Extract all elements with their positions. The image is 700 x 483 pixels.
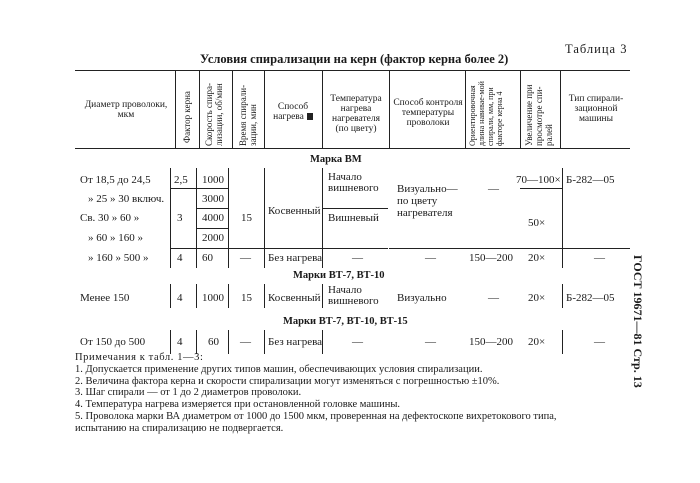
heating-method-cell: Без нагрева bbox=[268, 252, 323, 264]
speed-cell: 60 bbox=[208, 336, 219, 348]
control-method-cell: — bbox=[425, 252, 436, 264]
header-heating-method bbox=[266, 102, 320, 122]
header-diameter: Диаметр проволоки, мкм bbox=[84, 100, 168, 120]
col-divider bbox=[175, 70, 176, 148]
factor-divider bbox=[170, 248, 196, 249]
col-divider bbox=[560, 70, 561, 148]
row-bar bbox=[322, 330, 323, 354]
time-cell: 15 bbox=[241, 292, 252, 304]
col-divider bbox=[232, 70, 233, 148]
mag-divider bbox=[520, 248, 562, 249]
header-temperature: Температура нагрева нагревателя (по цвету) bbox=[330, 94, 382, 134]
section-vm: Марка ВМ bbox=[310, 154, 362, 165]
magnification-cell: 20× bbox=[528, 292, 546, 304]
time-divider bbox=[228, 248, 264, 249]
machine-divider bbox=[562, 248, 630, 249]
note-item: 4. Температура нагрева измеряется при остановленной головке машины. bbox=[75, 399, 401, 411]
temperature-cell: Вишневый bbox=[328, 212, 379, 224]
note-item: 5. Проволока марки ВА диаметром от 1000 до 1500 мкм, проверенная на дефектоскопе вихретокового типа, bbox=[75, 410, 557, 422]
row-bar bbox=[228, 284, 229, 308]
row-bar bbox=[170, 330, 171, 354]
control-method-cell: Визуально bbox=[397, 292, 447, 304]
control-method-cell: — bbox=[425, 336, 436, 348]
speed-cell: 60 bbox=[202, 252, 213, 264]
table-top-rule bbox=[75, 70, 630, 71]
factor-cell: 3 bbox=[177, 212, 183, 224]
diameter-cell: » 25 » 30 включ. bbox=[88, 193, 165, 205]
col-divider bbox=[322, 70, 323, 148]
factor-cell: 2,5 bbox=[174, 174, 188, 186]
notes-block bbox=[75, 352, 557, 435]
row-bar bbox=[562, 330, 563, 354]
mag-divider bbox=[520, 188, 562, 189]
length-cell: 150—200 bbox=[469, 252, 513, 264]
heating-method-cell: Косвенный bbox=[268, 292, 321, 304]
row-bar bbox=[322, 168, 323, 268]
heating-method-cell: Косвенный bbox=[268, 205, 321, 217]
note-item: 2. Величина фактора керна и скорости спирализации могут изменяться с погрешностью ±10%. bbox=[75, 375, 500, 387]
speed-divider bbox=[196, 228, 228, 229]
row-bar bbox=[322, 284, 323, 308]
temperature-cell: — bbox=[352, 252, 363, 264]
time-cell: — bbox=[240, 336, 251, 348]
magnification-cell: 50× bbox=[528, 217, 546, 229]
header-heating-method-label: Способ нагрева bbox=[273, 102, 309, 122]
note-item: испытанию на спирализацию не подвергается. bbox=[75, 422, 284, 434]
side-page-reference: ГОСТ 19671—81 Стр. 13 bbox=[631, 255, 645, 388]
header-time: Время спирали-зации, мин bbox=[238, 84, 258, 146]
time-cell: 15 bbox=[241, 212, 252, 224]
header-core-factor: Фактор керна bbox=[182, 91, 192, 143]
diameter-cell: Менее 150 bbox=[80, 292, 130, 304]
col-divider bbox=[199, 70, 200, 148]
speed-cell: 1000 bbox=[202, 174, 224, 186]
diameter-cell: От 18,5 до 24,5 bbox=[80, 174, 151, 186]
diameter-cell: » 160 » 500 » bbox=[88, 252, 149, 264]
length-cell: — bbox=[488, 183, 499, 195]
speed-cell: 4000 bbox=[202, 212, 224, 224]
row-bar bbox=[264, 168, 265, 268]
temperature-cell: Начало вишневого bbox=[328, 171, 379, 194]
temperature-cell: Начало вишневого bbox=[328, 284, 379, 307]
length-cell: 150—200 bbox=[469, 336, 513, 348]
note-item: 3. Шаг спирали — от 1 до 2 диаметров проволоки. bbox=[75, 387, 302, 399]
col-divider bbox=[465, 70, 466, 148]
section-vt7-vt10-vt15: Марки ВТ-7, ВТ-10, ВТ-15 bbox=[283, 316, 408, 327]
header-control-method: Способ контроля температуры проволоки bbox=[393, 98, 463, 128]
time-cell: — bbox=[240, 252, 251, 264]
control-divider bbox=[389, 248, 465, 249]
control-method-cell: Визуально— по цвету нагревателя bbox=[397, 183, 458, 219]
col-divider bbox=[264, 70, 265, 148]
row-bar bbox=[562, 284, 563, 308]
row-bar bbox=[196, 168, 197, 268]
header-bottom-rule bbox=[75, 148, 630, 149]
col-divider bbox=[520, 70, 521, 148]
machine-type-cell: Б-282—05 bbox=[566, 174, 615, 186]
machine-type-cell: — bbox=[594, 336, 605, 348]
heating-method-cell: Без нагрева bbox=[268, 336, 323, 348]
table-number: Таблица 3 bbox=[565, 42, 628, 56]
factor-divider bbox=[170, 188, 196, 189]
footnote-mark-icon bbox=[307, 113, 313, 120]
speed-divider bbox=[196, 208, 228, 209]
speed-cell: 3000 bbox=[202, 193, 224, 205]
speed-cell: 2000 bbox=[202, 232, 224, 244]
row-bar bbox=[228, 330, 229, 354]
row-bar bbox=[170, 284, 171, 308]
magnification-cell: 70—100× bbox=[516, 174, 561, 186]
diameter-cell: От 150 до 500 bbox=[80, 336, 146, 348]
machine-type-cell: — bbox=[594, 252, 605, 264]
temperature-cell: — bbox=[352, 336, 363, 348]
row-bar bbox=[264, 284, 265, 308]
table-title: Условия спирализации на керн (фактор керна более 2) bbox=[200, 52, 509, 66]
diameter-cell: Св. 30 » 60 » bbox=[80, 212, 140, 224]
magnification-cell: 20× bbox=[528, 252, 546, 264]
factor-cell: 4 bbox=[177, 336, 183, 348]
row-bar bbox=[228, 168, 229, 268]
header-machine-type: Тип спирали-зационной машины bbox=[568, 94, 624, 124]
header-length: Ориентировочная длина навивае-мой спирали, мм, при факторе керна 4 bbox=[468, 81, 504, 146]
col-divider bbox=[389, 70, 390, 148]
temp-divider bbox=[322, 208, 388, 209]
row-bar bbox=[196, 330, 197, 354]
method-divider bbox=[264, 248, 322, 249]
machine-type-cell: Б-282—05 bbox=[566, 292, 615, 304]
notes-heading: Примечания к табл. 1—3: bbox=[75, 352, 204, 363]
length-cell: — bbox=[488, 292, 499, 304]
row-bar bbox=[264, 330, 265, 354]
header-magnification: Увеличение при просмотре спи-ралей bbox=[524, 84, 554, 146]
row-bar bbox=[196, 284, 197, 308]
temp-divider bbox=[322, 248, 388, 249]
diameter-cell: » 60 » 160 » bbox=[88, 232, 143, 244]
length-divider bbox=[465, 248, 520, 249]
speed-cell: 1000 bbox=[202, 292, 224, 304]
note-item: 1. Допускается применение других типов машин, обеспечивающих условия спирализации. bbox=[75, 363, 483, 375]
section-vt7-vt10: Марки ВТ-7, ВТ-10 bbox=[293, 270, 385, 281]
speed-divider bbox=[196, 188, 228, 189]
factor-cell: 4 bbox=[177, 252, 183, 264]
row-bar bbox=[170, 168, 171, 268]
magnification-cell: 20× bbox=[528, 336, 546, 348]
header-speed: Скорость спира-лизации, об/мин bbox=[204, 82, 224, 146]
row-bar bbox=[562, 168, 563, 268]
factor-cell: 4 bbox=[177, 292, 183, 304]
speed-divider bbox=[196, 248, 228, 249]
